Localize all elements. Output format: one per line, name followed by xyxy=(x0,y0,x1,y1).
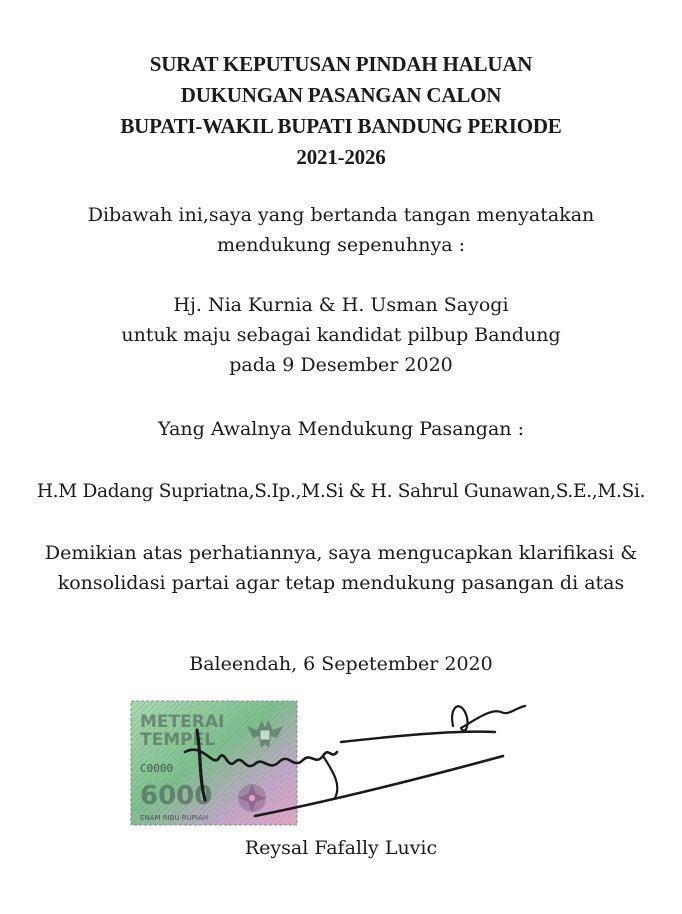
signature-graphic xyxy=(165,690,545,830)
previous-pair: H.M Dadang Supriatna,S.Ip.,M.Si & H. Sahrul Gunawan,S.E.,M.Si. xyxy=(36,481,646,502)
signer-name: Reysal Fafally Luvic xyxy=(244,837,438,859)
stamp-text-2: TEMPEL xyxy=(140,730,216,750)
place-date: Baleendah, 6 Sepetember 2020 xyxy=(189,653,493,675)
candidate-line-2: untuk maju sebagai kandidat pilbup Bandung xyxy=(121,324,561,346)
stamp-value-words: ENAM RIBU RUPIAH xyxy=(140,814,209,822)
stamp-serial: C0000 xyxy=(140,762,174,775)
intro-line-1: Dibawah ini,saya yang bertanda tangan menyatakan xyxy=(87,204,595,226)
title-line-3: BUPATI-WAKIL BUPATI BANDUNG PERIODE xyxy=(120,114,562,138)
closing-line-1: Demikian atas perhatiannya, saya mengucapkan klarifikasi & xyxy=(44,542,638,564)
title-line-1: SURAT KEPUTUSAN PINDAH HALUAN xyxy=(149,52,533,76)
stamp-text-1: METERAI xyxy=(140,712,225,732)
intro-line-2: mendukung sepenuhnya : xyxy=(217,234,465,256)
title-line-4: 2021-2026 xyxy=(296,145,386,169)
stamp-value: 6000 xyxy=(140,781,213,811)
closing-line-2: konsolidasi partai agar tetap mendukung pasangan di atas xyxy=(57,572,625,594)
candidate-line-3: pada 9 Desember 2020 xyxy=(229,354,453,376)
candidate-line-1: Hj. Nia Kurnia & H. Usman Sayogi xyxy=(173,294,509,316)
title-line-2: DUKUNGAN PASANGAN CALON xyxy=(180,83,502,107)
previous-label: Yang Awalnya Mendukung Pasangan : xyxy=(158,418,524,440)
